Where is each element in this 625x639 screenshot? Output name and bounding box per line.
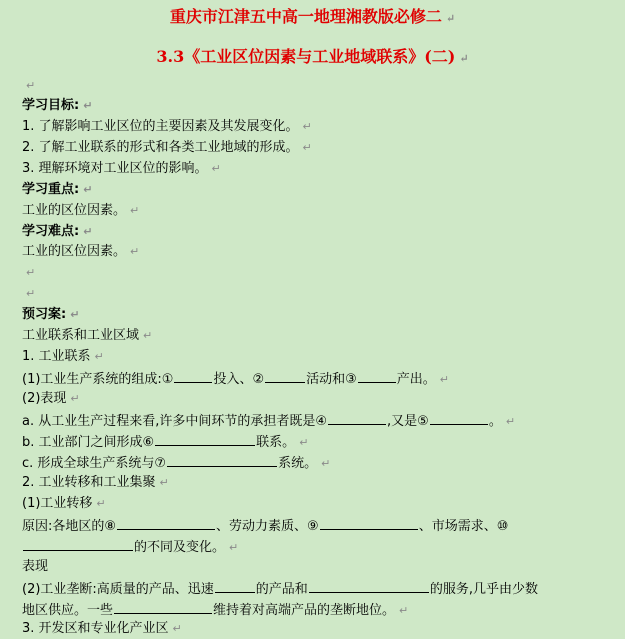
answer-blank[interactable] bbox=[358, 368, 396, 383]
empty-paragraph: ↵ bbox=[26, 287, 36, 300]
section-heading: 工业联系和工业区域 ↵ bbox=[22, 328, 153, 343]
answer-blank[interactable] bbox=[155, 431, 255, 446]
fill-in-line: (2)工业垄断:高质量的产品、迅速 的产品和 的服务,几乎由少数 bbox=[22, 578, 538, 598]
item-heading: 2. 工业转移和工业集聚 ↵ bbox=[22, 475, 169, 490]
answer-blank[interactable] bbox=[174, 368, 212, 383]
fill-in-line: a. 从工业生产过程来看,许多中间环节的承担者既是④ ,又是⑤ 。 ↵ bbox=[22, 410, 515, 430]
goal-item: 3. 理解环境对工业区位的影响。 ↵ bbox=[22, 161, 221, 176]
answer-blank[interactable] bbox=[309, 578, 429, 593]
answer-blank[interactable] bbox=[23, 536, 133, 551]
answer-blank[interactable] bbox=[320, 515, 418, 530]
goal-item: 1. 了解影响工业区位的主要因素及其发展变化。 ↵ bbox=[22, 119, 312, 134]
item-heading: 3. 开发区和专业化产业区 ↵ bbox=[22, 621, 182, 636]
answer-blank[interactable] bbox=[167, 452, 277, 467]
answer-blank[interactable] bbox=[265, 368, 305, 383]
sub-heading: (1)工业转移 ↵ bbox=[22, 496, 106, 511]
fill-in-line: 的不同及变化。 ↵ bbox=[22, 536, 238, 556]
sub-heading: (2)表现 ↵ bbox=[22, 391, 80, 406]
fill-in-line: 地区供应。一些 维持着对高端产品的垄断地位。 ↵ bbox=[22, 599, 408, 619]
fill-in-line: c. 形成全球生产系统与⑦ 系统。 ↵ bbox=[22, 452, 330, 472]
document-title: 重庆市江津五中高一地理湘教版必修二 ↵ bbox=[169, 7, 456, 26]
answer-blank[interactable] bbox=[430, 410, 488, 425]
answer-blank[interactable] bbox=[117, 515, 215, 530]
empty-paragraph: ↵ bbox=[26, 79, 36, 92]
preview-heading: 预习案: ↵ bbox=[22, 307, 80, 322]
sub-heading: 表现 bbox=[22, 559, 49, 574]
key-points-text: 工业的区位因素。 ↵ bbox=[22, 203, 140, 218]
fill-in-line: b. 工业部门之间形成⑥ 联系。 ↵ bbox=[22, 431, 308, 451]
answer-blank[interactable] bbox=[114, 599, 212, 614]
difficult-points-heading: 学习难点: ↵ bbox=[22, 224, 93, 239]
difficult-points-text: 工业的区位因素。 ↵ bbox=[22, 244, 140, 259]
key-points-heading: 学习重点: ↵ bbox=[22, 182, 93, 197]
answer-blank[interactable] bbox=[328, 410, 386, 425]
fill-in-line: (1)工业生产系统的组成:① 投入、② 活动和③ 产出。 ↵ bbox=[22, 368, 449, 388]
answer-blank[interactable] bbox=[215, 578, 255, 593]
item-heading: 1. 工业联系 ↵ bbox=[22, 349, 104, 364]
document-subtitle: 3.3《工业区位因素与工业地域联系》(二) ↵ bbox=[156, 47, 469, 66]
fill-in-line: 原因:各地区的⑧ 、劳动力素质、⑨ 、市场需求、⑩ bbox=[22, 515, 508, 535]
goal-item: 2. 了解工业联系的形式和各类工业地域的形成。 ↵ bbox=[22, 140, 312, 155]
goals-heading: 学习目标: ↵ bbox=[22, 98, 93, 113]
empty-paragraph: ↵ bbox=[26, 266, 36, 279]
